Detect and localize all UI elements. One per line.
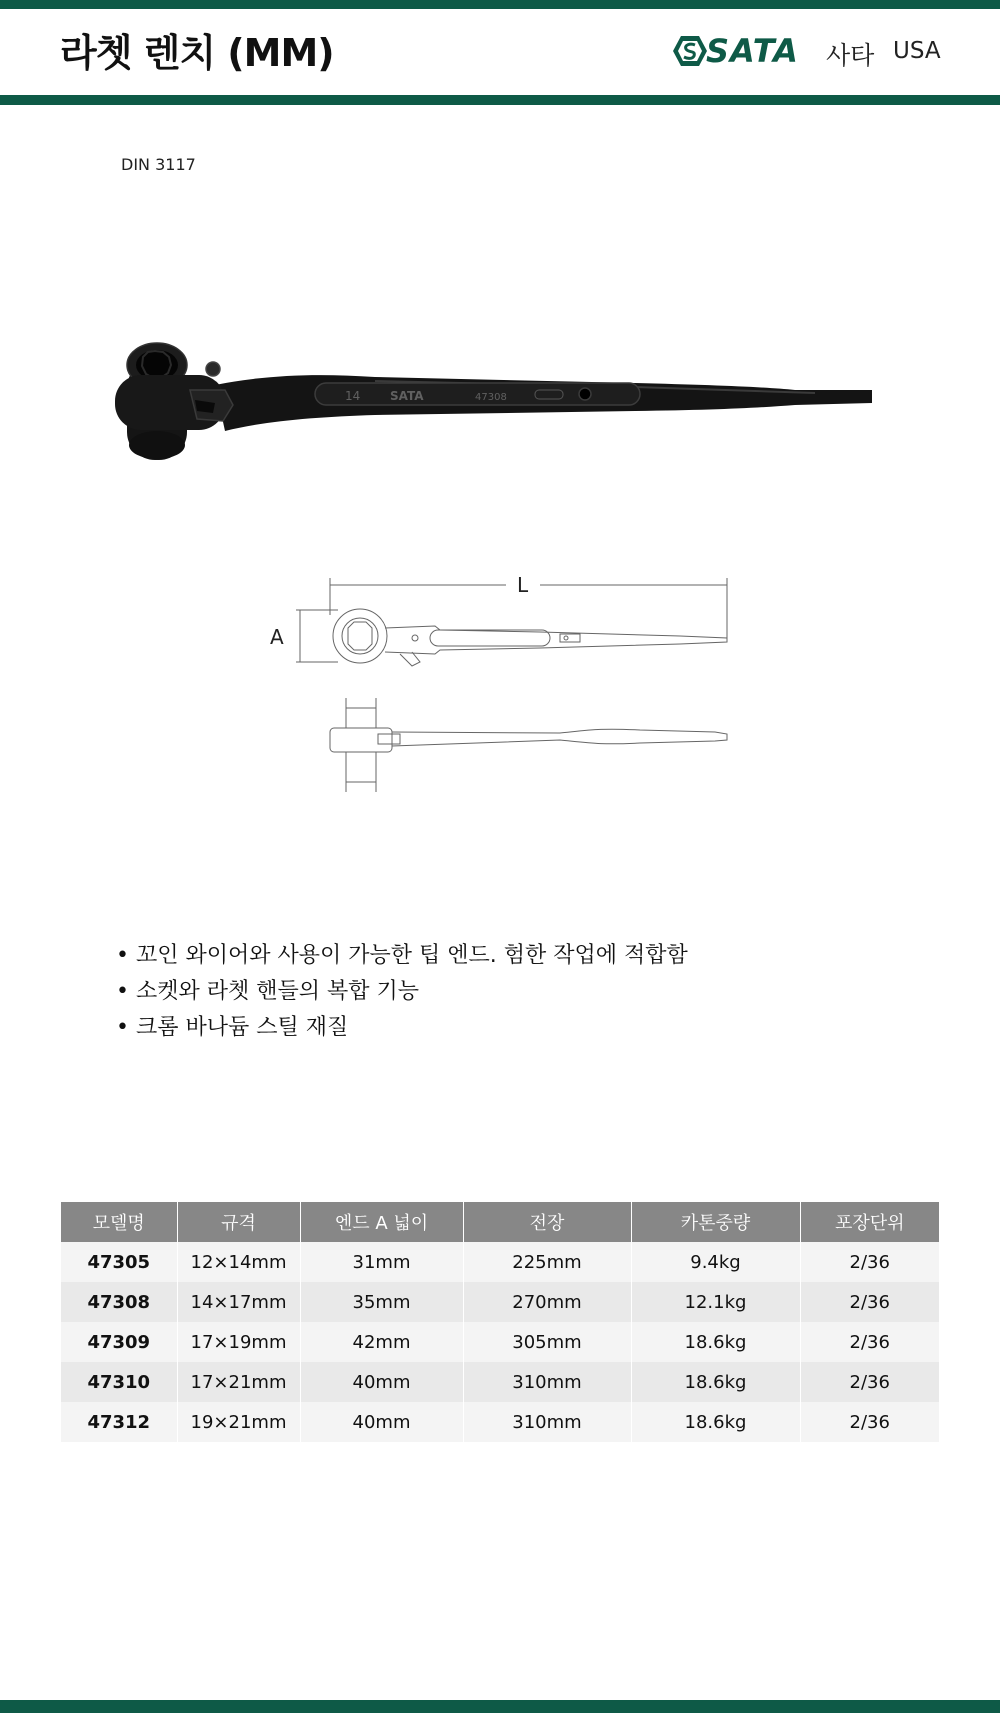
page-title: 라쳇 렌치 (MM): [60, 31, 334, 75]
cell-size: 17×21mm: [177, 1362, 300, 1402]
cell-pack-unit: 2/36: [800, 1362, 939, 1402]
feature-text: 크롬 바나듐 스틸 재질: [136, 1015, 349, 1040]
product-photo: [115, 335, 875, 485]
brand-logo-text: SATA: [706, 32, 799, 70]
cell-size: 17×19mm: [177, 1322, 300, 1362]
wrench-model-mark: 47308: [475, 392, 507, 403]
cell-carton-weight: 18.6kg: [631, 1322, 800, 1362]
column-header-pack-unit: 포장단위: [800, 1202, 939, 1242]
cell-pack-unit: 2/36: [800, 1282, 939, 1322]
spec-table: [61, 1202, 939, 1442]
cell-model: 47310: [61, 1362, 177, 1402]
table-row: [61, 1242, 939, 1282]
cell-end-width: 42mm: [300, 1322, 463, 1362]
bullet-icon: •: [116, 979, 129, 1004]
table-row: [61, 1362, 939, 1402]
cell-carton-weight: 18.6kg: [631, 1402, 800, 1442]
dimension-diagram: [260, 570, 740, 830]
feature-item: [116, 1010, 688, 1046]
column-header-model: 모델명: [61, 1202, 177, 1242]
cell-model: 47305: [61, 1242, 177, 1282]
cell-length: 305mm: [463, 1322, 631, 1362]
standard-label: DIN 3117: [121, 155, 196, 174]
cell-carton-weight: 9.4kg: [631, 1242, 800, 1282]
width-dimension-label: A: [270, 625, 284, 649]
column-header-end-width: 엔드 A 넓이: [300, 1202, 463, 1242]
wrench-size-mark: 14: [345, 389, 361, 403]
cell-pack-unit: 2/36: [800, 1402, 939, 1442]
cell-size: 14×17mm: [177, 1282, 300, 1322]
wrench-logo-mark: SATA: [390, 389, 424, 403]
column-header-carton-weight: 카톤중량: [631, 1202, 800, 1242]
column-header-size: 규격: [177, 1202, 300, 1242]
length-dimension-label: L: [517, 573, 529, 597]
cell-length: 270mm: [463, 1282, 631, 1322]
cell-pack-unit: 2/36: [800, 1322, 939, 1362]
cell-end-width: 35mm: [300, 1282, 463, 1322]
cell-model: 47308: [61, 1282, 177, 1322]
feature-item: [116, 974, 688, 1010]
cell-model: 47312: [61, 1402, 177, 1442]
feature-text: 소켓와 라쳇 핸들의 복합 기능: [136, 979, 419, 1004]
cell-length: 310mm: [463, 1362, 631, 1402]
feature-item: [116, 938, 688, 974]
bottom-accent-bar: [0, 1700, 1000, 1713]
feature-list: [116, 938, 688, 1046]
table-row: [61, 1322, 939, 1362]
table-row: [61, 1282, 939, 1322]
table-row: [61, 1402, 939, 1442]
bullet-icon: •: [116, 1015, 129, 1040]
cell-size: 12×14mm: [177, 1242, 300, 1282]
cell-length: 225mm: [463, 1242, 631, 1282]
bullet-icon: •: [116, 943, 129, 968]
cell-end-width: 40mm: [300, 1362, 463, 1402]
top-accent-bar: [0, 0, 1000, 9]
cell-model: 47309: [61, 1322, 177, 1362]
feature-text: 꼬인 와이어와 사용이 가능한 팁 엔드. 험한 작업에 적합함: [136, 943, 688, 968]
cell-carton-weight: 12.1kg: [631, 1282, 800, 1322]
column-header-length: 전장: [463, 1202, 631, 1242]
brand-region: USA: [893, 38, 941, 64]
cell-carton-weight: 18.6kg: [631, 1362, 800, 1402]
table-header-row: [61, 1202, 939, 1242]
cell-length: 310mm: [463, 1402, 631, 1442]
cell-end-width: 31mm: [300, 1242, 463, 1282]
cell-end-width: 40mm: [300, 1402, 463, 1442]
sata-logo-icon: [672, 33, 708, 69]
brand-name-korean: 사타: [826, 41, 875, 70]
cell-size: 19×21mm: [177, 1402, 300, 1442]
header-divider-bar: [0, 95, 1000, 105]
cell-pack-unit: 2/36: [800, 1242, 939, 1282]
